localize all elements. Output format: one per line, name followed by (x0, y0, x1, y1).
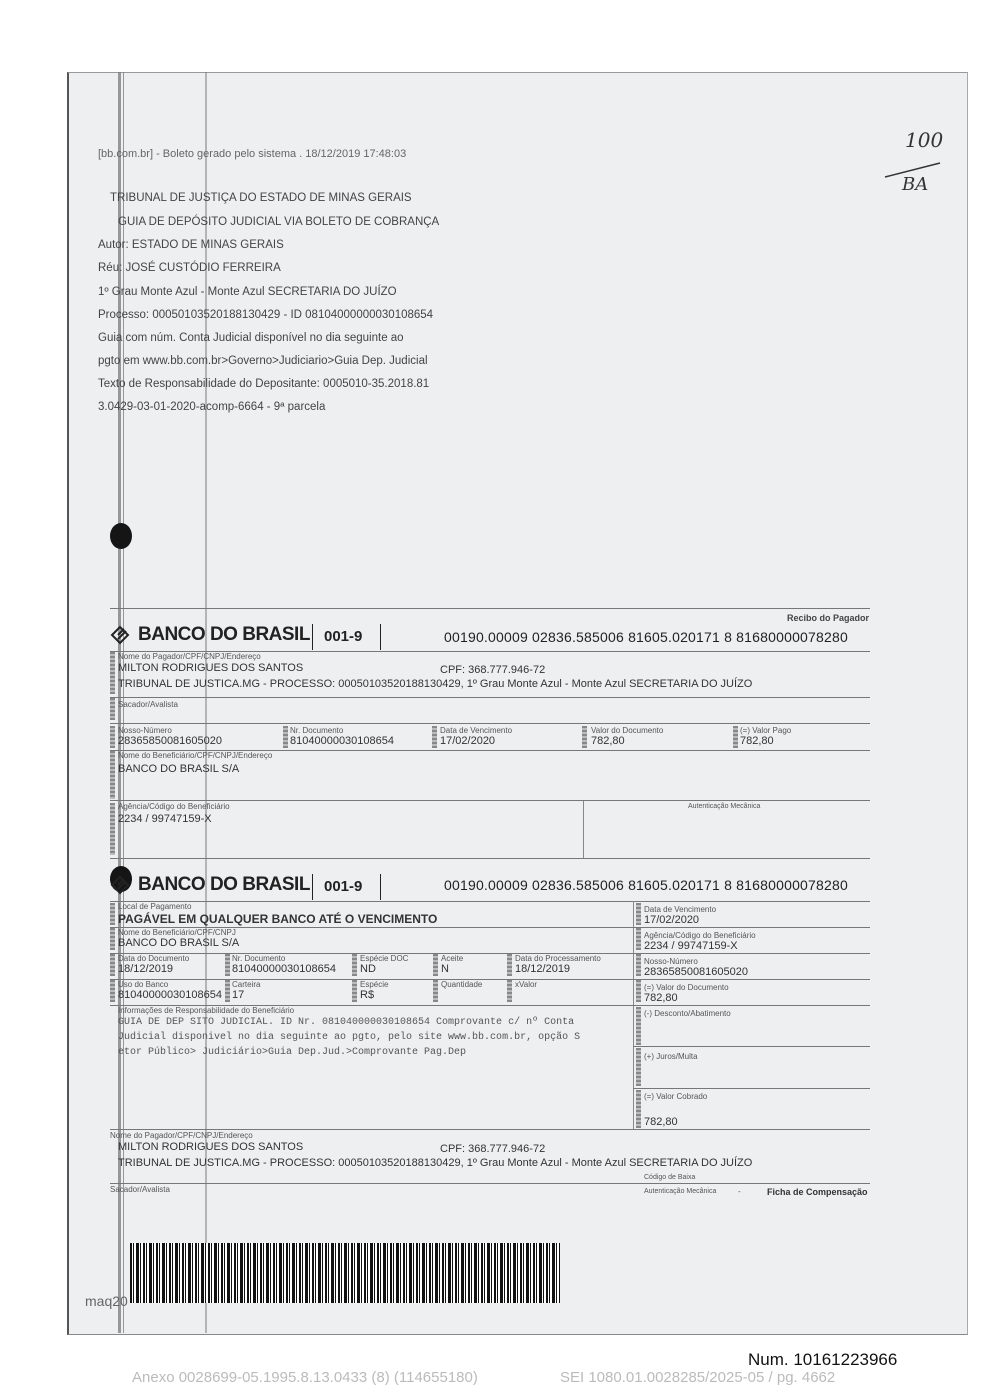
document-number: Num. 10161223966 (748, 1350, 898, 1369)
maq-label: maq20 (85, 1293, 128, 1309)
divider (110, 858, 870, 859)
vencimento-label: Data de Vencimento (440, 726, 513, 735)
especie-doc-label: Espécie DOC (360, 954, 409, 963)
field-marker (110, 803, 115, 855)
aceite: N (441, 963, 449, 975)
field-marker (636, 1007, 641, 1045)
xvalor-label: xValor (515, 980, 538, 989)
ficha-compensacao-label: Ficha de Compensação (767, 1187, 868, 1197)
divider (380, 874, 381, 900)
divider (380, 624, 381, 650)
pagador-label: Nome do Pagador/CPF/CNPJ/Endereço (110, 1131, 253, 1140)
sacador-label: Sacador/Avalista (118, 700, 178, 709)
quantidade-label: Quantidade (441, 980, 483, 989)
valor-documento: 782,80 (644, 992, 678, 1004)
valor-cobrado: 782,80 (644, 1116, 678, 1128)
nosso-numero: 28365850081605020 (118, 735, 223, 747)
field-marker (636, 1048, 641, 1086)
vencimento-label: Data de Vencimento (644, 905, 717, 914)
data-processamento-label: Data do Processamento (515, 954, 601, 963)
field-marker (110, 903, 115, 925)
valor-documento: 782,80 (591, 735, 625, 747)
agencia: 2234 / 99747159-X (118, 813, 212, 825)
autenticacao-label: Autenticação Mecânica (688, 803, 761, 810)
nr-documento-label: Nr. Documento (290, 726, 344, 735)
nr-documento: 81040000030108654 (232, 963, 337, 975)
guia-line: 3.0429-03-01-2020-acomp-6664 - 9ª parcela (98, 401, 326, 413)
vencimento: 17/02/2020 (440, 735, 496, 747)
pagador-label: Nome do Pagador/CPF/CNPJ/Endereço (118, 652, 261, 661)
divider (110, 800, 870, 801)
bank-code: 001-9 (324, 878, 363, 895)
field-marker (432, 726, 437, 748)
barcode (130, 1243, 560, 1303)
bank-name: BANCO DO BRASIL (138, 874, 310, 895)
handwritten-number: 100 (905, 128, 944, 152)
field-marker (110, 751, 115, 799)
divider (633, 1046, 870, 1047)
info-line: Judicial disponivel no dia seguinte ao pgto, pelo site www.bb.com.br, opção S (118, 1032, 581, 1043)
info-line: etor Público> Judiciário>Guia Dep.Jud.>Comprovante Pag.Dep (118, 1047, 467, 1058)
guia-line: Réu: JOSÉ CUSTÓDIO FERREIRA (98, 262, 281, 274)
pagador-cpf: CPF: 368.777.946-72 (440, 1143, 546, 1155)
field-marker (352, 980, 357, 1002)
pagador-name: MILTON RODRIGUES DOS SANTOS (118, 1141, 304, 1153)
field-marker (636, 928, 641, 950)
guia-line: Guia com núm. Conta Judicial disponível no dia seguinte ao (98, 332, 404, 344)
beneficiario: BANCO DO BRASIL S/A (118, 937, 240, 949)
field-marker (352, 954, 357, 976)
valor-pago: 782,80 (740, 735, 774, 747)
divider (110, 953, 870, 954)
carteira: 17 (232, 989, 245, 1001)
nosso-numero-label: Nosso-Número (118, 726, 172, 735)
sei-reference: SEI 1080.01.0028285/2025-05 / pg. 4662 (560, 1369, 836, 1386)
valor-documento-label: Valor do Documento (591, 726, 664, 735)
valor-documento-label: (=) Valor do Documento (644, 983, 729, 992)
divider (110, 1129, 870, 1130)
handwritten-mark (880, 155, 950, 195)
agencia-label: Agência/Código do Beneficiário (644, 931, 756, 940)
divider (583, 801, 584, 858)
field-marker (733, 726, 738, 748)
separator-dash: - (738, 1187, 741, 1196)
field-marker (225, 954, 230, 976)
system-note: [bb.com.br] - Boleto gerado pelo sistema . 18/12/2019 17:48:03 (98, 148, 407, 160)
info-label: Informações de Responsabilidade do Beneficiário (118, 1006, 295, 1015)
carteira-label: Carteira (232, 980, 261, 989)
pagador-cpf: CPF: 368.777.946-72 (440, 664, 546, 676)
uso-banco-label: Uso do Banco (118, 980, 169, 989)
agencia-label: Agência/Código do Beneficiário (118, 802, 230, 811)
bank-name: BANCO DO BRASIL (138, 624, 310, 645)
handwritten-initials: BA (902, 174, 929, 195)
bb-logo-icon (110, 625, 134, 645)
especie: R$ (360, 989, 375, 1001)
guia-line: GUIA DE DEPÓSITO JUDICIAL VIA BOLETO DE COBRANÇA (118, 216, 440, 228)
pagador-address: TRIBUNAL DE JUSTICA.MG - PROCESSO: 00050103520188130429, 1º Grau Monte Azul - Monte Azul SECRETARIA DO JUÍZO (118, 1157, 753, 1169)
field-marker (636, 1090, 641, 1128)
bank-code: 001-9 (324, 628, 363, 645)
punch-hole (110, 523, 132, 549)
valor-pago-label: (=) Valor Pago (740, 726, 792, 735)
guia-line: Processo: 00050103520188130429 - ID 08104000000030108654 (98, 309, 434, 321)
divider (110, 979, 870, 980)
especie-doc: ND (360, 963, 376, 975)
local-label: Local de Pagamento (118, 902, 192, 911)
sacador-label: Sacador/Avalista (110, 1185, 170, 1194)
field-marker (110, 726, 115, 748)
autenticacao-label: Autenticação Mecânica (644, 1188, 717, 1195)
guia-line: Autor: ESTADO DE MINAS GERAIS (98, 239, 284, 251)
valor-cobrado-label: (=) Valor Cobrado (644, 1092, 708, 1101)
bb-logo-icon (110, 875, 134, 895)
nosso-numero: 28365850081605020 (644, 966, 749, 978)
divider (110, 901, 870, 902)
linha-digitavel: 00190.00009 02836.585006 81605.020171 8 81680000078280 (444, 629, 848, 645)
uso-banco: 81040000030108654 (118, 989, 223, 1001)
field-marker (110, 652, 115, 694)
guia-line: pgto em www.bb.com.br>Governo>Judiciario>Guia Dep. Judicial (98, 355, 428, 367)
divider (110, 697, 870, 698)
beneficiario-label: Nome do Beneficiário/CPF/CNPJ/Endereço (118, 751, 273, 760)
field-marker (433, 954, 438, 976)
nr-documento-label: Nr. Documento (232, 954, 286, 963)
guia-line: Texto de Responsabilidade do Depositante: 0005010-35.2018.81 (98, 378, 430, 390)
desconto-label: (-) Desconto/Abatimento (644, 1009, 731, 1018)
beneficiario-label: Nome do Beneficiário/CPF/CNPJ (118, 928, 236, 937)
recibo-title: Recibo do Pagador (787, 613, 870, 623)
beneficiario: BANCO DO BRASIL S/A (118, 763, 240, 775)
vencimento: 17/02/2020 (644, 914, 700, 926)
bank-logo (110, 874, 310, 896)
field-marker (636, 903, 641, 925)
nr-documento: 81040000030108654 (290, 735, 395, 747)
nosso-numero-label: Nosso-Número (644, 957, 698, 966)
agencia: 2234 / 99747159-X (644, 940, 738, 952)
guia-line: TRIBUNAL DE JUSTIÇA DO ESTADO DE MINAS GERAIS (110, 192, 412, 204)
field-marker (507, 954, 512, 976)
divider (110, 1183, 870, 1184)
guia-line: 1º Grau Monte Azul - Monte Azul SECRETARIA DO JUÍZO (98, 286, 397, 298)
local-pagamento: PAGÁVEL EM QUALQUER BANCO ATÉ O VENCIMENTO (118, 912, 438, 926)
divider (110, 608, 870, 609)
field-marker (110, 698, 115, 720)
codigo-baixa-label: Código de Baixa (644, 1174, 696, 1181)
field-marker (636, 954, 641, 976)
pagador-name: MILTON RODRIGUES DOS SANTOS (118, 662, 304, 674)
field-marker (433, 980, 438, 1002)
linha-digitavel: 00190.00009 02836.585006 81605.020171 8 81680000078280 (444, 877, 848, 893)
juros-label: (+) Juros/Multa (644, 1052, 698, 1061)
anexo-reference: Anexo 0028699-05.1995.8.13.0433 (8) (114655180) (132, 1369, 478, 1386)
divider (312, 874, 313, 900)
field-marker (110, 928, 115, 950)
info-line: GUIA DE DEP SITO JUDICIAL. ID Nr. 081040000030108654 Comprovante c/ nº Conta (118, 1017, 575, 1028)
field-marker (582, 726, 587, 748)
divider (633, 901, 634, 1129)
field-marker (110, 980, 115, 1002)
field-marker (283, 726, 288, 748)
data-documento-label: Data do Documento (118, 954, 190, 963)
divider (633, 1088, 870, 1089)
field-marker (507, 980, 512, 1002)
data-documento: 18/12/2019 (118, 963, 174, 975)
field-marker (110, 954, 115, 976)
aceite-label: Aceite (441, 954, 464, 963)
field-marker (636, 980, 641, 1002)
field-marker (225, 980, 230, 1002)
bank-logo (110, 624, 310, 646)
divider (110, 723, 870, 724)
especie-label: Espécie (360, 980, 389, 989)
pagador-address: TRIBUNAL DE JUSTICA.MG - PROCESSO: 00050103520188130429, 1º Grau Monte Azul - Monte Azul SECRETARIA DO JUÍZO (118, 678, 753, 690)
data-processamento: 18/12/2019 (515, 963, 571, 975)
divider (312, 624, 313, 650)
